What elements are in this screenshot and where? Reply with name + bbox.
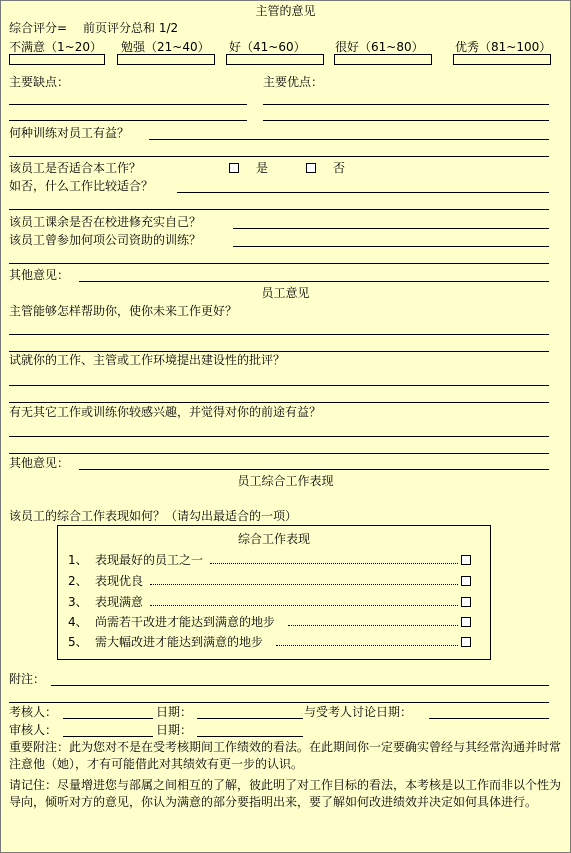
- option-major-improvement: 需大幅改进才能达到满意的地步: [95, 635, 264, 649]
- scale-very-good: 很好（61~80）: [335, 40, 424, 54]
- employee-other-label: 其他意见：: [9, 456, 70, 470]
- critique-answer-line[interactable]: [9, 385, 549, 386]
- option-major-improvement-checkbox[interactable]: [461, 637, 471, 647]
- score-box-excellent[interactable]: [453, 54, 551, 65]
- training-question: 何种训练对员工有益？: [9, 126, 130, 140]
- assessor-date-label: 日期：: [156, 705, 193, 719]
- alternative-job-line[interactable]: [9, 209, 549, 210]
- main-strength-label: 主要优点：: [263, 75, 324, 89]
- strength-line[interactable]: [263, 120, 549, 121]
- option-satisfactory-checkbox[interactable]: [461, 597, 471, 607]
- option-number: 3、: [68, 595, 88, 609]
- interest-answer-line[interactable]: [9, 436, 549, 437]
- company-training-question: 该员工曾参加何项公司资助的训练？: [9, 233, 202, 247]
- reminder-note: 请记住：尽量增进您与部属之间相互的了解，彼此明了对工作目标的看法，本考核是以工作而非以个性为导向，倾听对方的意见，你认为满意的部分要指明出来，要了解如何改进绩效并决定如何具体进行。: [9, 778, 562, 809]
- overall-score-formula: 前页评分总和 1/2: [83, 21, 179, 35]
- study-answer-line[interactable]: [233, 228, 549, 229]
- supervisor-other-line[interactable]: [79, 281, 549, 282]
- suitable-yes-checkbox[interactable]: [229, 163, 239, 173]
- suitable-question: 该员工是否适合本工作？: [9, 161, 142, 175]
- alternative-job-line[interactable]: [177, 192, 549, 193]
- dot-leader: [210, 563, 458, 564]
- note-label: 附注：: [9, 672, 46, 686]
- help-answer-line[interactable]: [9, 334, 549, 335]
- suitable-no-label: 否: [333, 161, 346, 175]
- interest-question: 有无其它工作或训练你较感兴趣，并觉得对你的前途有益？: [9, 405, 322, 419]
- critique-answer-line[interactable]: [9, 402, 549, 403]
- help-answer-line[interactable]: [9, 351, 549, 352]
- suitable-yes-label: 是: [256, 161, 269, 175]
- weakness-line[interactable]: [9, 120, 247, 121]
- performance-box-title: 综合工作表现: [237, 532, 310, 546]
- option-good-checkbox[interactable]: [461, 576, 471, 586]
- reviewer-line[interactable]: [63, 736, 153, 737]
- assessor-line[interactable]: [63, 718, 153, 719]
- company-training-line[interactable]: [233, 246, 549, 247]
- option-best: 表现最好的员工之一: [95, 553, 204, 567]
- performance-box: [57, 525, 491, 660]
- note-line[interactable]: [9, 702, 549, 703]
- assessor-date-line[interactable]: [197, 718, 303, 719]
- option-number: 5、: [68, 635, 88, 649]
- scale-excellent: 优秀（81~100）: [455, 40, 552, 54]
- note-line[interactable]: [51, 685, 549, 686]
- study-question: 该员工课余是否在校进修充实自己？: [9, 215, 202, 229]
- critique-question: 试就你的工作、主管或工作环境提出建设性的批评？: [9, 353, 286, 367]
- score-box-good[interactable]: [226, 54, 324, 65]
- discussion-date-line[interactable]: [429, 718, 549, 719]
- score-box-fair[interactable]: [117, 54, 215, 65]
- supervisor-section-title: 主管的意见: [255, 4, 316, 18]
- option-number: 1、: [68, 553, 88, 567]
- dot-leader: [150, 584, 458, 585]
- suitable-no-checkbox[interactable]: [306, 163, 316, 173]
- option-number: 4、: [68, 615, 88, 629]
- score-box-unsatisfactory[interactable]: [9, 54, 105, 65]
- reviewer-date-line[interactable]: [197, 736, 303, 737]
- overall-score-label: 综合评分=: [9, 21, 68, 35]
- discussion-date-label: 与受考人讨论日期：: [304, 705, 413, 719]
- performance-section-title: 员工综合工作表现: [237, 474, 334, 488]
- scale-good: 好（41~60）: [229, 40, 306, 54]
- help-question: 主管能够怎样帮助你，使你未来工作更好？: [9, 304, 238, 318]
- scale-fair: 勉强（21~40）: [121, 40, 210, 54]
- weakness-line[interactable]: [9, 104, 247, 105]
- dot-leader: [288, 625, 458, 626]
- supervisor-other-label: 其他意见：: [9, 268, 70, 282]
- reviewer-label: 审核人：: [9, 723, 58, 737]
- option-best-checkbox[interactable]: [461, 555, 471, 565]
- dot-leader: [150, 605, 458, 606]
- score-box-very-good[interactable]: [334, 54, 432, 65]
- performance-question: 该员工的综合工作表现如何？（请勾出最适合的一项）: [9, 509, 298, 523]
- option-needs-improvement-checkbox[interactable]: [461, 617, 471, 627]
- employee-other-line[interactable]: [79, 469, 549, 470]
- strength-line[interactable]: [263, 104, 549, 105]
- option-number: 2、: [68, 574, 88, 588]
- scale-unsatisfactory: 不满意（1~20）: [9, 40, 102, 54]
- option-satisfactory: 表现满意: [95, 595, 144, 609]
- dot-leader: [276, 645, 458, 646]
- training-answer-line[interactable]: [149, 139, 549, 140]
- assessor-label: 考核人：: [9, 705, 58, 719]
- employee-section-title: 员工意见: [261, 286, 310, 300]
- company-training-line[interactable]: [9, 263, 549, 264]
- interest-answer-line[interactable]: [9, 453, 549, 454]
- option-needs-improvement: 尚需若干改进才能达到满意的地步: [95, 615, 276, 629]
- important-note: 重要附注：此为您对不是在受考核期间工作绩效的看法。在此期间你一定要确实曾经与其经常沟通并时常注意他（她），才有可能借此对其绩效有更一步的认识。: [9, 740, 562, 771]
- alternative-job-question: 如否，什么工作比较适合？: [9, 179, 154, 193]
- reviewer-date-label: 日期：: [156, 723, 193, 737]
- training-answer-line[interactable]: [9, 156, 549, 157]
- option-good: 表现优良: [95, 574, 144, 588]
- main-weakness-label: 主要缺点：: [9, 75, 70, 89]
